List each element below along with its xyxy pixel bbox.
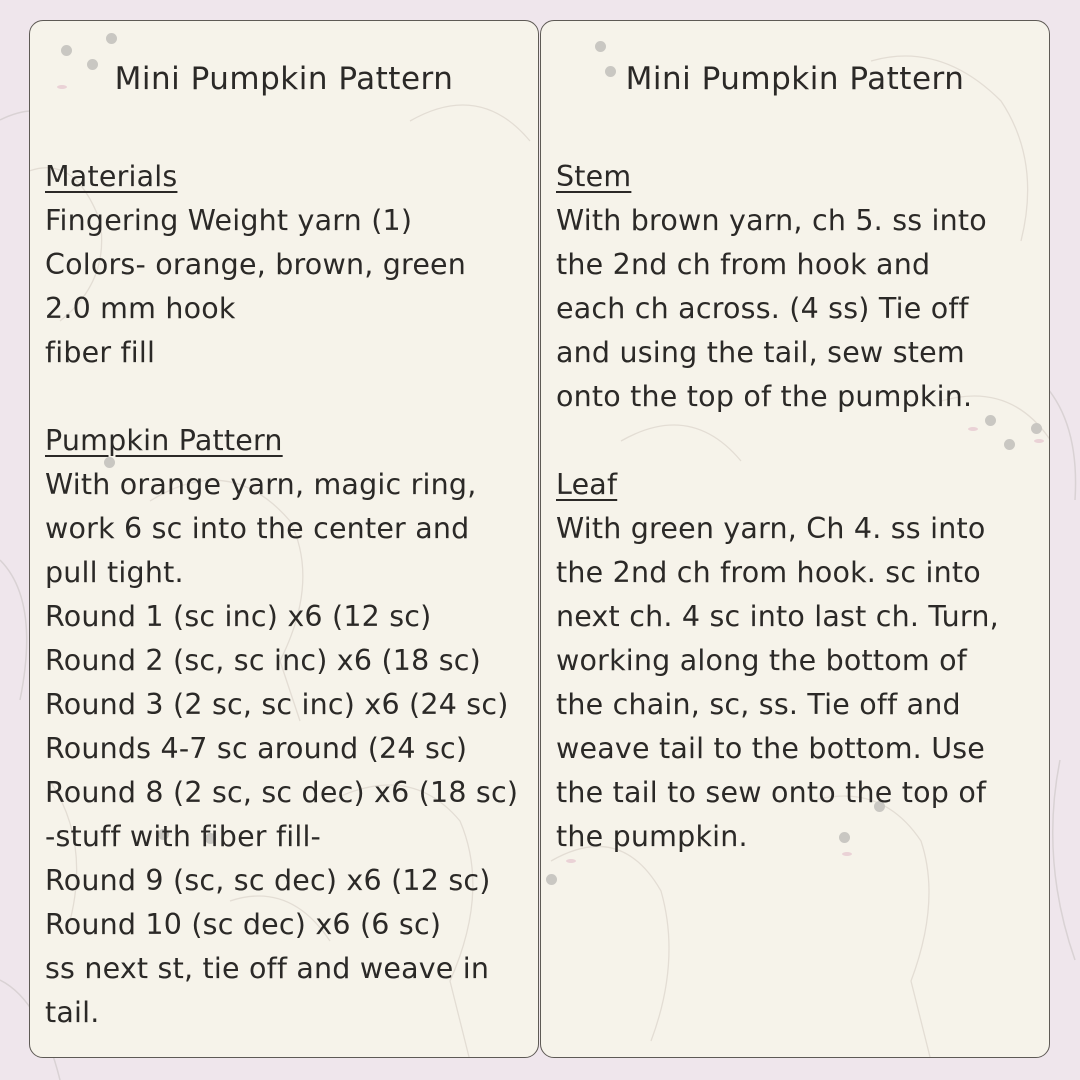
materials-item: 2.0 mm hook (45, 292, 236, 325)
stem-heading: Stem (556, 160, 632, 193)
page-title: Mini Pumpkin Pattern (114, 61, 454, 97)
stem-instruction-line: With brown yarn, ch 5. ss into (556, 204, 987, 237)
materials-heading: Materials (45, 160, 178, 193)
pattern-round: Round 8 (2 sc, sc dec) x6 (18 sc) (45, 776, 519, 809)
leaf-instruction-line: working along the bottom of (556, 644, 967, 677)
leaf-instruction-line: With green yarn, Ch 4. ss into (556, 512, 986, 545)
leaf-instruction-line: the pumpkin. (556, 820, 748, 853)
leaf-instruction-line: weave tail to the bottom. Use (556, 732, 986, 765)
pattern-finish-line: ss next st, tie off and weave in (45, 952, 490, 985)
materials-item: Colors- orange, brown, green (45, 248, 467, 281)
leaf-instruction-line: next ch. 4 sc into last ch. Turn, (556, 600, 999, 633)
pattern-round: -stuff with fiber fill- (45, 820, 322, 853)
stem-instruction-line: the 2nd ch from hook and (556, 248, 931, 281)
pattern-round: Rounds 4-7 sc around (24 sc) (45, 732, 468, 765)
left-card-content (45, 155, 528, 1035)
left-pattern-card (29, 20, 539, 1058)
page-title: Mini Pumpkin Pattern (625, 61, 965, 97)
materials-item: Fingering Weight yarn (1) (45, 204, 413, 237)
pattern-round: Round 2 (sc, sc inc) x6 (18 sc) (45, 644, 481, 677)
right-pattern-card (540, 20, 1050, 1058)
stem-instruction-line: onto the top of the pumpkin. (556, 380, 973, 413)
stem-instruction-line: and using the tail, sew stem (556, 336, 965, 369)
pattern-round: Round 10 (sc dec) x6 (6 sc) (45, 908, 442, 941)
pattern-round: Round 3 (2 sc, sc inc) x6 (24 sc) (45, 688, 509, 721)
materials-item: fiber fill (45, 336, 156, 369)
leaf-instruction-line: the tail to sew onto the top of (556, 776, 987, 809)
right-card-content (556, 155, 1039, 859)
pattern-intro-line: With orange yarn, magic ring, (45, 468, 477, 501)
pattern-finish-line: tail. (45, 996, 100, 1029)
leaf-instruction-line: the chain, sc, ss. Tie off and (556, 688, 961, 721)
pattern-round: Round 9 (sc, sc dec) x6 (12 sc) (45, 864, 491, 897)
pumpkin-pattern-heading: Pumpkin Pattern (45, 424, 283, 457)
pattern-round: Round 1 (sc inc) x6 (12 sc) (45, 600, 432, 633)
leaf-instruction-line: the 2nd ch from hook. sc into (556, 556, 981, 589)
pattern-intro-line: pull tight. (45, 556, 184, 589)
leaf-heading: Leaf (556, 468, 618, 501)
stem-instruction-line: each ch across. (4 ss) Tie off (556, 292, 969, 325)
pattern-intro-line: work 6 sc into the center and (45, 512, 470, 545)
